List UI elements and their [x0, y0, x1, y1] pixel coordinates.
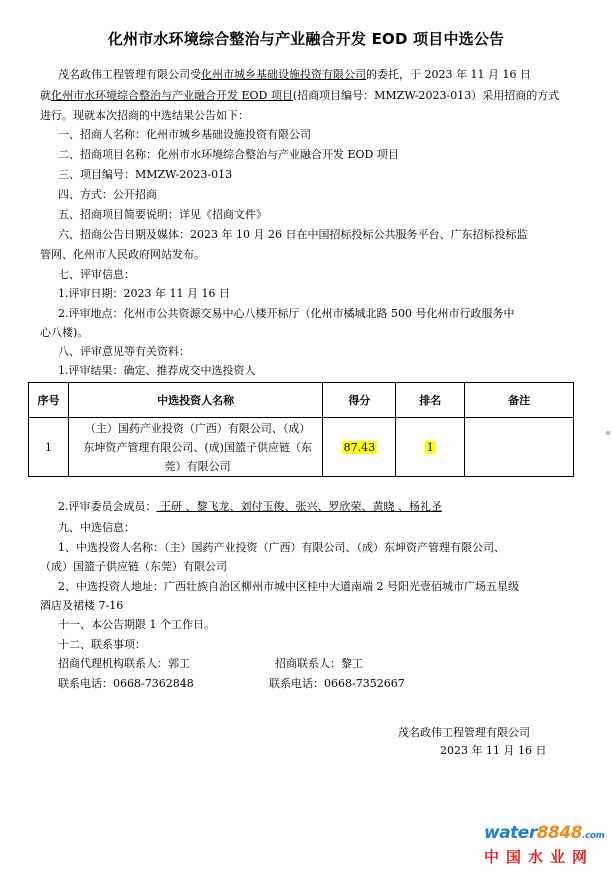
intro-text: 的委托，于 2023 年 11 月 16 日 [366, 68, 531, 81]
item-6-line-1: 六、招商公告日期及媒体：2023 年 10 月 26 日在中国招标投标公共服务平台、广东招标投标监 [58, 228, 528, 241]
rank-highlight: 1 [426, 440, 434, 454]
client-name-link: 化州市城乡基础设施投资有限公司 [201, 68, 366, 81]
item-2: 二、招商项目名称：化州市水环境综合整治与产业融合开发 EOD 项目 [58, 148, 399, 161]
watermark-brand-tld: .com [582, 831, 605, 841]
cell-seq: 1 [29, 418, 69, 477]
section-9-line-1: 1、中选投资人名称：（主）国药产业投资（广西）有限公司、（成）东坤资产管理有限公司、 [58, 541, 505, 554]
committee-label: 2.评审委员会成员： [58, 500, 157, 513]
score-highlight: 87.43 [343, 440, 376, 454]
tenderer-phone: 联系电话：0668-7352667 [269, 677, 405, 690]
intro-text: (招商项目编号：MMZW-2023-013）采用招商的方式 [292, 89, 560, 102]
item-1: 一、招商人名称：化州市城乡基础设施投资有限公司 [58, 128, 311, 141]
item-8-1: 1.评审结果：确定、推荐成交中选投资人 [58, 364, 256, 377]
agent-phone: 联系电话：0668-7362848 [58, 677, 194, 690]
investor-name-line: 莞）有限公司 [164, 459, 231, 473]
intro-text: 就 [40, 89, 51, 102]
section-9-line-4: 酒店及裙楼 7-16 [40, 599, 124, 612]
item-7-2-line-1: 2.评审地点：化州市公共资源交易中心八楼开标厅（化州市橘城北路 500 号化州市行政服务中 [58, 307, 515, 320]
section-11: 十一、本公告期限 1 个工作日。 [58, 618, 215, 631]
item-4: 四、方式：公开招商 [58, 188, 157, 201]
section-9-heading: 九、中选信息： [58, 521, 135, 534]
section-9-line-2: （成）国篮子供应链（东莞）有限公司 [40, 560, 227, 573]
item-7-1: 1.评审日期：2023 年 11 月 16 日 [58, 287, 230, 300]
item-3: 三、项目编号：MMZW-2023-013 [58, 168, 233, 181]
item-7: 七、评审信息： [58, 268, 135, 281]
watermark-brand-num: 8848 [536, 823, 583, 843]
intro-line-2 [40, 89, 559, 103]
committee-line [58, 500, 442, 514]
item-5: 五、招商项目简要说明：详见《招商文件》 [58, 208, 267, 221]
cell-note [465, 418, 574, 477]
col-header-score: 得分 [323, 383, 396, 418]
col-header-seq: 序号 [29, 383, 69, 418]
col-header-note: 备注 [465, 383, 574, 418]
cell-score [323, 418, 396, 477]
item-7-2-line-2: 心八楼)。 [40, 326, 89, 339]
investor-name-line: （主）国药产业投资（广西）有限公司、（成） [84, 421, 311, 435]
footer-date: 2023 年 11 月 16 日 [440, 744, 547, 757]
col-header-name: 中选投资人名称 [68, 383, 323, 418]
intro-line-1 [58, 68, 531, 82]
watermark-brand-text: water [484, 823, 537, 843]
agent-contact: 招商代理机构联系人：郭工 [58, 657, 190, 670]
watermark-cn: 中国水业网 [484, 848, 595, 866]
cell-investor-name [68, 418, 323, 477]
tenderer-contact: 招商联系人：黎工 [275, 657, 363, 670]
cell-rank [396, 418, 465, 477]
committee-members: 王研 、黎飞龙、刘付玉俊、张兴、罗欣荣、黄晓 、杨礼圣 [156, 500, 442, 513]
page-title: 化州市水环境综合整治与产业融合开发 EOD 项目中选公告 [107, 30, 505, 48]
result-table [28, 382, 574, 477]
project-name-underlined: 化州市水环境综合整治与产业融合开发 EOD 项目 [51, 89, 293, 102]
investor-name-line: 东坤资产管理有限公司、(成)国篮子供应链（东 [83, 440, 312, 454]
table-header-row [29, 383, 574, 418]
section-9-line-3: 2、中选投资人地址：广西壮族自治区柳州市城中区桂中大道南端 2 号阳光壹佰城市广场五星级 [58, 580, 519, 593]
intro-line-3: 进行。现就本次招商的中选结果公告如下： [40, 109, 249, 122]
col-header-rank: 排名 [396, 383, 465, 418]
scroll-marker-dot [606, 431, 610, 435]
table-row [29, 418, 574, 477]
section-12-heading: 十二、联系事项： [58, 638, 146, 651]
item-6-line-2: 管网、化州市人民政府网站发布。 [40, 248, 205, 261]
watermark-logo [484, 823, 604, 843]
intro-text: 茂名政伟工程管理有限公司受 [58, 68, 201, 81]
footer-company: 茂名政伟工程管理有限公司 [398, 726, 530, 739]
item-8: 八、评审意见等有关资料： [58, 345, 190, 358]
